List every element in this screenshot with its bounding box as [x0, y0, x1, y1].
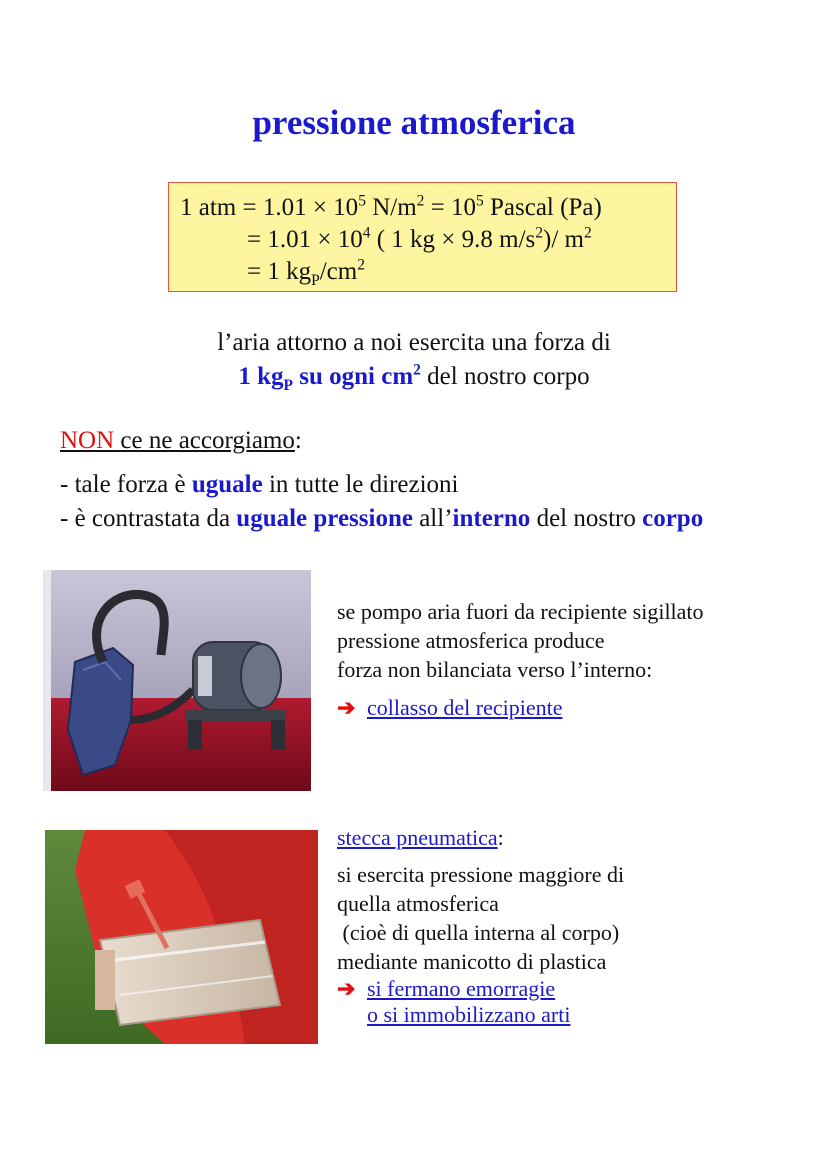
- section-2-conclusion-1: [337, 976, 624, 1002]
- emorragie-link[interactable]: si fermano emorragie: [367, 976, 556, 1001]
- intro-line-2: 1 $kg_P$ su ogni $cm^2$ del nostro corpo: [238, 361, 590, 394]
- intro-text: [0, 326, 828, 394]
- bullet-1: - tale forza è uguale in tutte le direzioni: [60, 471, 459, 498]
- pneumatic-splint-photo: [45, 830, 318, 1044]
- arrow-right-icon: ➔: [337, 695, 356, 720]
- section-1-line-1: se pompo aria fuori da recipiente sigillato: [337, 599, 704, 624]
- section-2-conclusion-2: [337, 1002, 624, 1028]
- section-2-line-3: (cioè di quella interna al corpo): [337, 920, 620, 945]
- section-1-conclusion: [337, 693, 704, 722]
- stecca-pneumatica-link[interactable]: stecca pneumatica: [337, 825, 498, 850]
- page-title: pressione atmosferica: [252, 103, 576, 142]
- section-1-text: [337, 597, 704, 722]
- section-2-line-2: quella atmosferica: [337, 891, 499, 916]
- bullet-2: - è contrastata da uguale pressione all’interno del nostro corpo: [60, 505, 704, 532]
- formula-line-1: 1 atm = $1.01 \times 10^5$ $N/m^2 = 10^5$ Pascal (Pa): [180, 192, 602, 221]
- immobilizzano-link[interactable]: o si immobilizzano arti: [367, 1002, 571, 1027]
- formula-line-3: = 1 $kg_P/cm^2$: [247, 256, 365, 289]
- formula-line-2: = $1.01 \times 10^4$ ( 1 kg × 9.8 $m/s^2)/$ $m^2$: [247, 224, 592, 253]
- collasso-link[interactable]: collasso del recipiente: [367, 695, 563, 720]
- section-1-line-3: forza non bilanciata verso l’interno:: [337, 657, 653, 682]
- arrow-right-icon: ➔: [337, 976, 356, 1001]
- non-heading: NON ce ne accorgiamo:: [60, 427, 302, 454]
- formula-box: [168, 182, 677, 292]
- intro-line-1: l’aria attorno a noi esercita una forza di: [217, 329, 611, 356]
- section-2-line-4: mediante manicotto di plastica: [337, 949, 607, 974]
- section-1-line-2: pressione atmosferica produce: [337, 628, 605, 653]
- section-2-line-1: si esercita pressione maggiore di: [337, 862, 625, 887]
- section-2-heading: stecca pneumatica:: [337, 825, 504, 850]
- section-2-text: [337, 823, 624, 1028]
- vacuum-pump-photo: [43, 570, 311, 791]
